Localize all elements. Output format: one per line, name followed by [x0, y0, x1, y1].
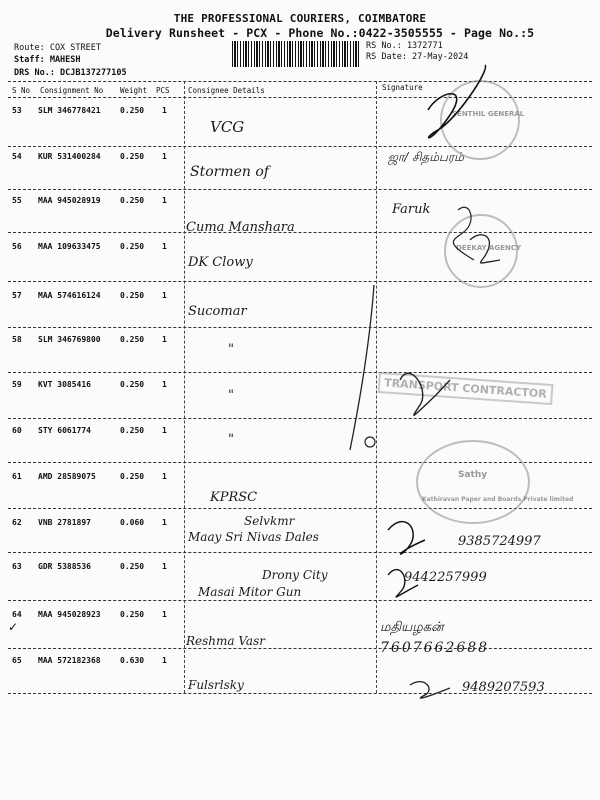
row-weight: 0.250 [120, 335, 145, 344]
row-consignment: KUR 531400284 [38, 152, 101, 161]
col-pcs: PCS [156, 86, 170, 95]
company-title: THE PROFESSIONAL COURIERS, COIMBATORE [173, 12, 427, 25]
row-sno: 56 [12, 242, 22, 251]
pen-stroke [340, 280, 380, 470]
stamp-text: Kathiravan Paper and Boards Private limited [422, 496, 574, 503]
row-sno: 60 [12, 426, 22, 435]
drs-number: DRS No.: DCJB137277105 [14, 68, 127, 78]
row-pcs: 1 [162, 518, 167, 527]
row-weight: 0.060 [120, 518, 145, 527]
row-sno: 55 [12, 196, 22, 205]
col-weight: Weight [120, 86, 148, 95]
checkmark-icon: ✓ [8, 620, 19, 634]
row-pcs: 1 [162, 562, 167, 571]
row-weight: 0.250 [120, 106, 145, 115]
row-sno: 64 [12, 610, 22, 619]
row-weight: 0.250 [120, 152, 145, 161]
row-sno: 59 [12, 380, 22, 389]
consignee-handwriting: Sucomar [188, 304, 247, 319]
rs-number: RS No.: 1372771 [366, 41, 443, 51]
row-consignment: MAA 945028919 [38, 196, 101, 205]
row-consignment: KVT 3085416 [38, 380, 91, 389]
runsheet-subtitle: Delivery Runsheet - PCX - Phone No.:0422-3505555 - Page No.:5 [105, 26, 535, 40]
row-sno: 62 [12, 518, 22, 527]
signature-phone: 7607662688 [380, 640, 490, 656]
staff-label: Staff: MAHESH [14, 55, 81, 65]
signature-phone: 9489207593 [462, 680, 545, 695]
consignee-handwriting: Selvkmr [244, 514, 295, 528]
row-consignment: AMD 28589075 [38, 472, 96, 481]
row-weight: 0.250 [120, 291, 145, 300]
stamp-text: DEEKAY AGENCY [456, 244, 522, 252]
row-weight: 0.250 [120, 242, 145, 251]
row-pcs: 1 [162, 196, 167, 205]
row-sno: 53 [12, 106, 22, 115]
row-weight: 0.630 [120, 656, 145, 665]
row-weight: 0.250 [120, 562, 145, 571]
rect-stamp: TRANSPORT CONTRACTOR [377, 372, 553, 405]
row-consignment: STY 6061774 [38, 426, 91, 435]
row-sno: 54 [12, 152, 22, 161]
divider-consignee [184, 81, 185, 693]
row-pcs: 1 [162, 472, 167, 481]
row-consignment: GDR 5388536 [38, 562, 91, 571]
row-weight: 0.250 [120, 426, 145, 435]
consignee-handwriting-line2: Maay Sri Nivas Dales [188, 530, 319, 544]
signature-handwriting: Faruk [392, 202, 431, 217]
row-sno: 61 [12, 472, 22, 481]
consignee-handwriting: Stormen of [190, 164, 269, 180]
route-label: Route: COX STREET [14, 43, 101, 53]
row-consignment: MAA 945028923 [38, 610, 101, 619]
consignee-ditto: " [228, 432, 234, 447]
row-weight: 0.250 [120, 472, 145, 481]
consignee-handwriting: Reshma Vasr [186, 634, 265, 648]
row-weight: 0.250 [120, 610, 145, 619]
row-sno: 58 [12, 335, 22, 344]
row-pcs: 1 [162, 380, 167, 389]
row-consignment: MAA 109633475 [38, 242, 101, 251]
row-pcs: 1 [162, 656, 167, 665]
rs-date: RS Date: 27-May-2024 [366, 52, 469, 62]
signature-scribbles [380, 60, 600, 700]
row-consignment: MAA 572182368 [38, 656, 101, 665]
consignee-handwriting: DK Clowy [188, 255, 253, 270]
consignee-ditto: " [228, 388, 234, 403]
consignee-handwriting: Cuma Manshara [186, 220, 295, 235]
col-consignee: Consignee Details [188, 86, 265, 95]
consignee-handwriting-line2: Masai Mitor Gun [198, 585, 302, 599]
signature-handwriting: ஜா/ சிதம்பரம் [388, 150, 464, 164]
col-sno: S No [12, 86, 31, 95]
consignee-handwriting: VCG [210, 118, 245, 136]
row-consignment: SLM 346769800 [38, 335, 101, 344]
row-weight: 0.250 [120, 196, 145, 205]
signature-phone: 9442257999 [404, 570, 487, 585]
row-pcs: 1 [162, 426, 167, 435]
row-consignment: SLM 346778421 [38, 106, 101, 115]
row-pcs: 1 [162, 152, 167, 161]
consignee-handwriting: KPRSC [210, 490, 258, 505]
row-consignment: MAA 574616124 [38, 291, 101, 300]
barcode [232, 41, 360, 67]
row-pcs: 1 [162, 242, 167, 251]
row-pcs: 1 [162, 335, 167, 344]
consignee-handwriting: Fulsrlsky [188, 678, 244, 692]
row-sno: 65 [12, 656, 22, 665]
row-sno: 63 [12, 562, 22, 571]
consignee-ditto: " [228, 342, 234, 357]
col-signature: Signature [382, 83, 423, 92]
stamp-text: SENTHIL GENERAL [452, 110, 525, 118]
row-pcs: 1 [162, 291, 167, 300]
row-sno: 57 [12, 291, 22, 300]
row-weight: 0.250 [120, 380, 145, 389]
signature-phone: 9385724997 [458, 534, 541, 549]
row-pcs: 1 [162, 106, 167, 115]
row-consignment: VNB 2781897 [38, 518, 91, 527]
row-pcs: 1 [162, 610, 167, 619]
signature-handwriting: மதியழகன் [380, 620, 444, 635]
consignee-handwriting: Drony City [262, 568, 328, 582]
col-consignment: Consignment No [40, 86, 104, 95]
stamp-text: Sathy [458, 470, 488, 480]
